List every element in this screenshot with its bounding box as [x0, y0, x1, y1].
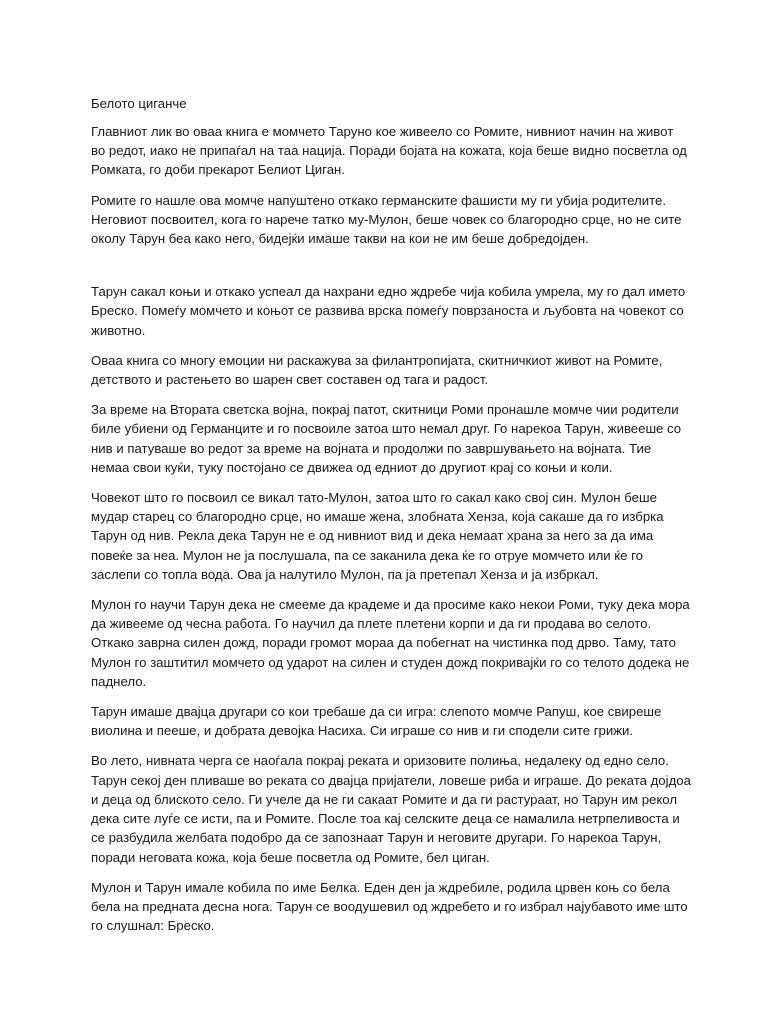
paragraph-1: Главниот лик во оваа книга е момчето Таруно кое живеело со Ромите, нивниот начин на живот во редот, иако не припаѓал на таа нација. Поради бојата на кожата, која беше видно посветла од Ромката, го доби прекарот Белиот Циган. [91, 124, 687, 178]
document-title: Белото циганче [91, 96, 187, 111]
paragraph-10: Мулон и Тарун имале кобила по име Белка. Еден ден ја ждребиле, родила црвен коњ со бела бела на предната десна нога. Тарун се воодушевил од ждребето и го избрал најубавото име што го слушнал: Бреско. [91, 879, 688, 934]
paragraph-3: Тарун сакал коњи и откако успеал да нахрани едно ждребе чија кобила умрела, му го дал името Бреско. Помеѓу момчето и коњот се развива врска помеѓу поврзаноста и љубовта на човекот со животно. [91, 284, 686, 338]
document-page [91, 95, 691, 946]
paragraph-7: Мулон го научи Тарун дека не смееме да крадеме и да просиме како некои Роми, туку дека мора да живееме од чесна работа. Го научил да плете плетени корпи и да ги продава во селото. Откако заврна силен дожд, поради громот мораа да побегнат на чистинка под дрво. Таму, тато Мулон го заштитил момчето од ударот на силен и студен дожд покривајќи го со телото додека не паднело. [91, 597, 690, 689]
paragraph-4: Оваа книга со многу емоции ни раскажува за филантропијата, скитничкиот живот на Ромите, детството и растењето во шарен свет составен од тага и радост. [91, 352, 663, 388]
paragraph-9: Во лето, нивната черга се наоѓала покрај реката и оризовите полиња, недалеку од едно село. Тарун секој ден пливаше во реката со двајца пријатели, ловеше риба и играше. До реката дојдоа и деца од блиското село. Ги учеле да не ги сакаат Ромите и да ги растураат, но Тарун им рекол дека сите луѓе се исти, па и Ромите. После тоа кај селските деца се намалила нетрпеливоста и се разбудила желбата подобро да се запознаат Тарун и неговите другари. Го нарекоа Тарун, поради неговата кожа, која беше посветла од Ромите, бел циган. [91, 753, 691, 865]
paragraph-6: Човекот што го посвоил се викал тато-Мулон, затоа што го сакал како свој син. Мулон беше мудар старец со благородно срце, но имаше жена, злобната Хенза, која сакаше да го избрка Тарун од нив. Рекла дека Тарун не е од нивниот вид и дека немаат храна за него за да има повеќе за неа. Мулон не ја послушала, па се заканила дека ќе го отруе момчето или ќе го заслепи со топла вода. Ова ја налутило Мулон, па ја претепал Хенза и ја избркал. [91, 490, 664, 582]
paragraph-8: Тарун имаше двајца другари со кои требаше да си игра: слепото момче Рапуш, кое свиреше виолина и пееше, и добрата девојка Насиха. Си играше со нив и ги сподели сите грижи. [91, 704, 662, 739]
paragraph-2: Ромите го нашле ова момче напуштено откако германските фашисти му ги убија родителите. Неговиот посвоител, кога го нарече татко му-Мулон, беше човек со благородно срце, но не сите околу Тарун беа како него, бидејќи имаше такви на кои не им беше добредојден. [91, 192, 682, 247]
paragraph-5: За време на Втората светска војна, покрај патот, скитници Роми пронашле момче чии родители биле убиени од Германците и го посвоиле затоа што немал друг. Го нарекоа Тарун, живееше со нив и патуваше во редот за време на војната и продолжи по завршувањето на војната. Тие немаа свои куќи, туку постојано се движеа од едниот до другиот крај со коњи и коли. [91, 402, 682, 475]
